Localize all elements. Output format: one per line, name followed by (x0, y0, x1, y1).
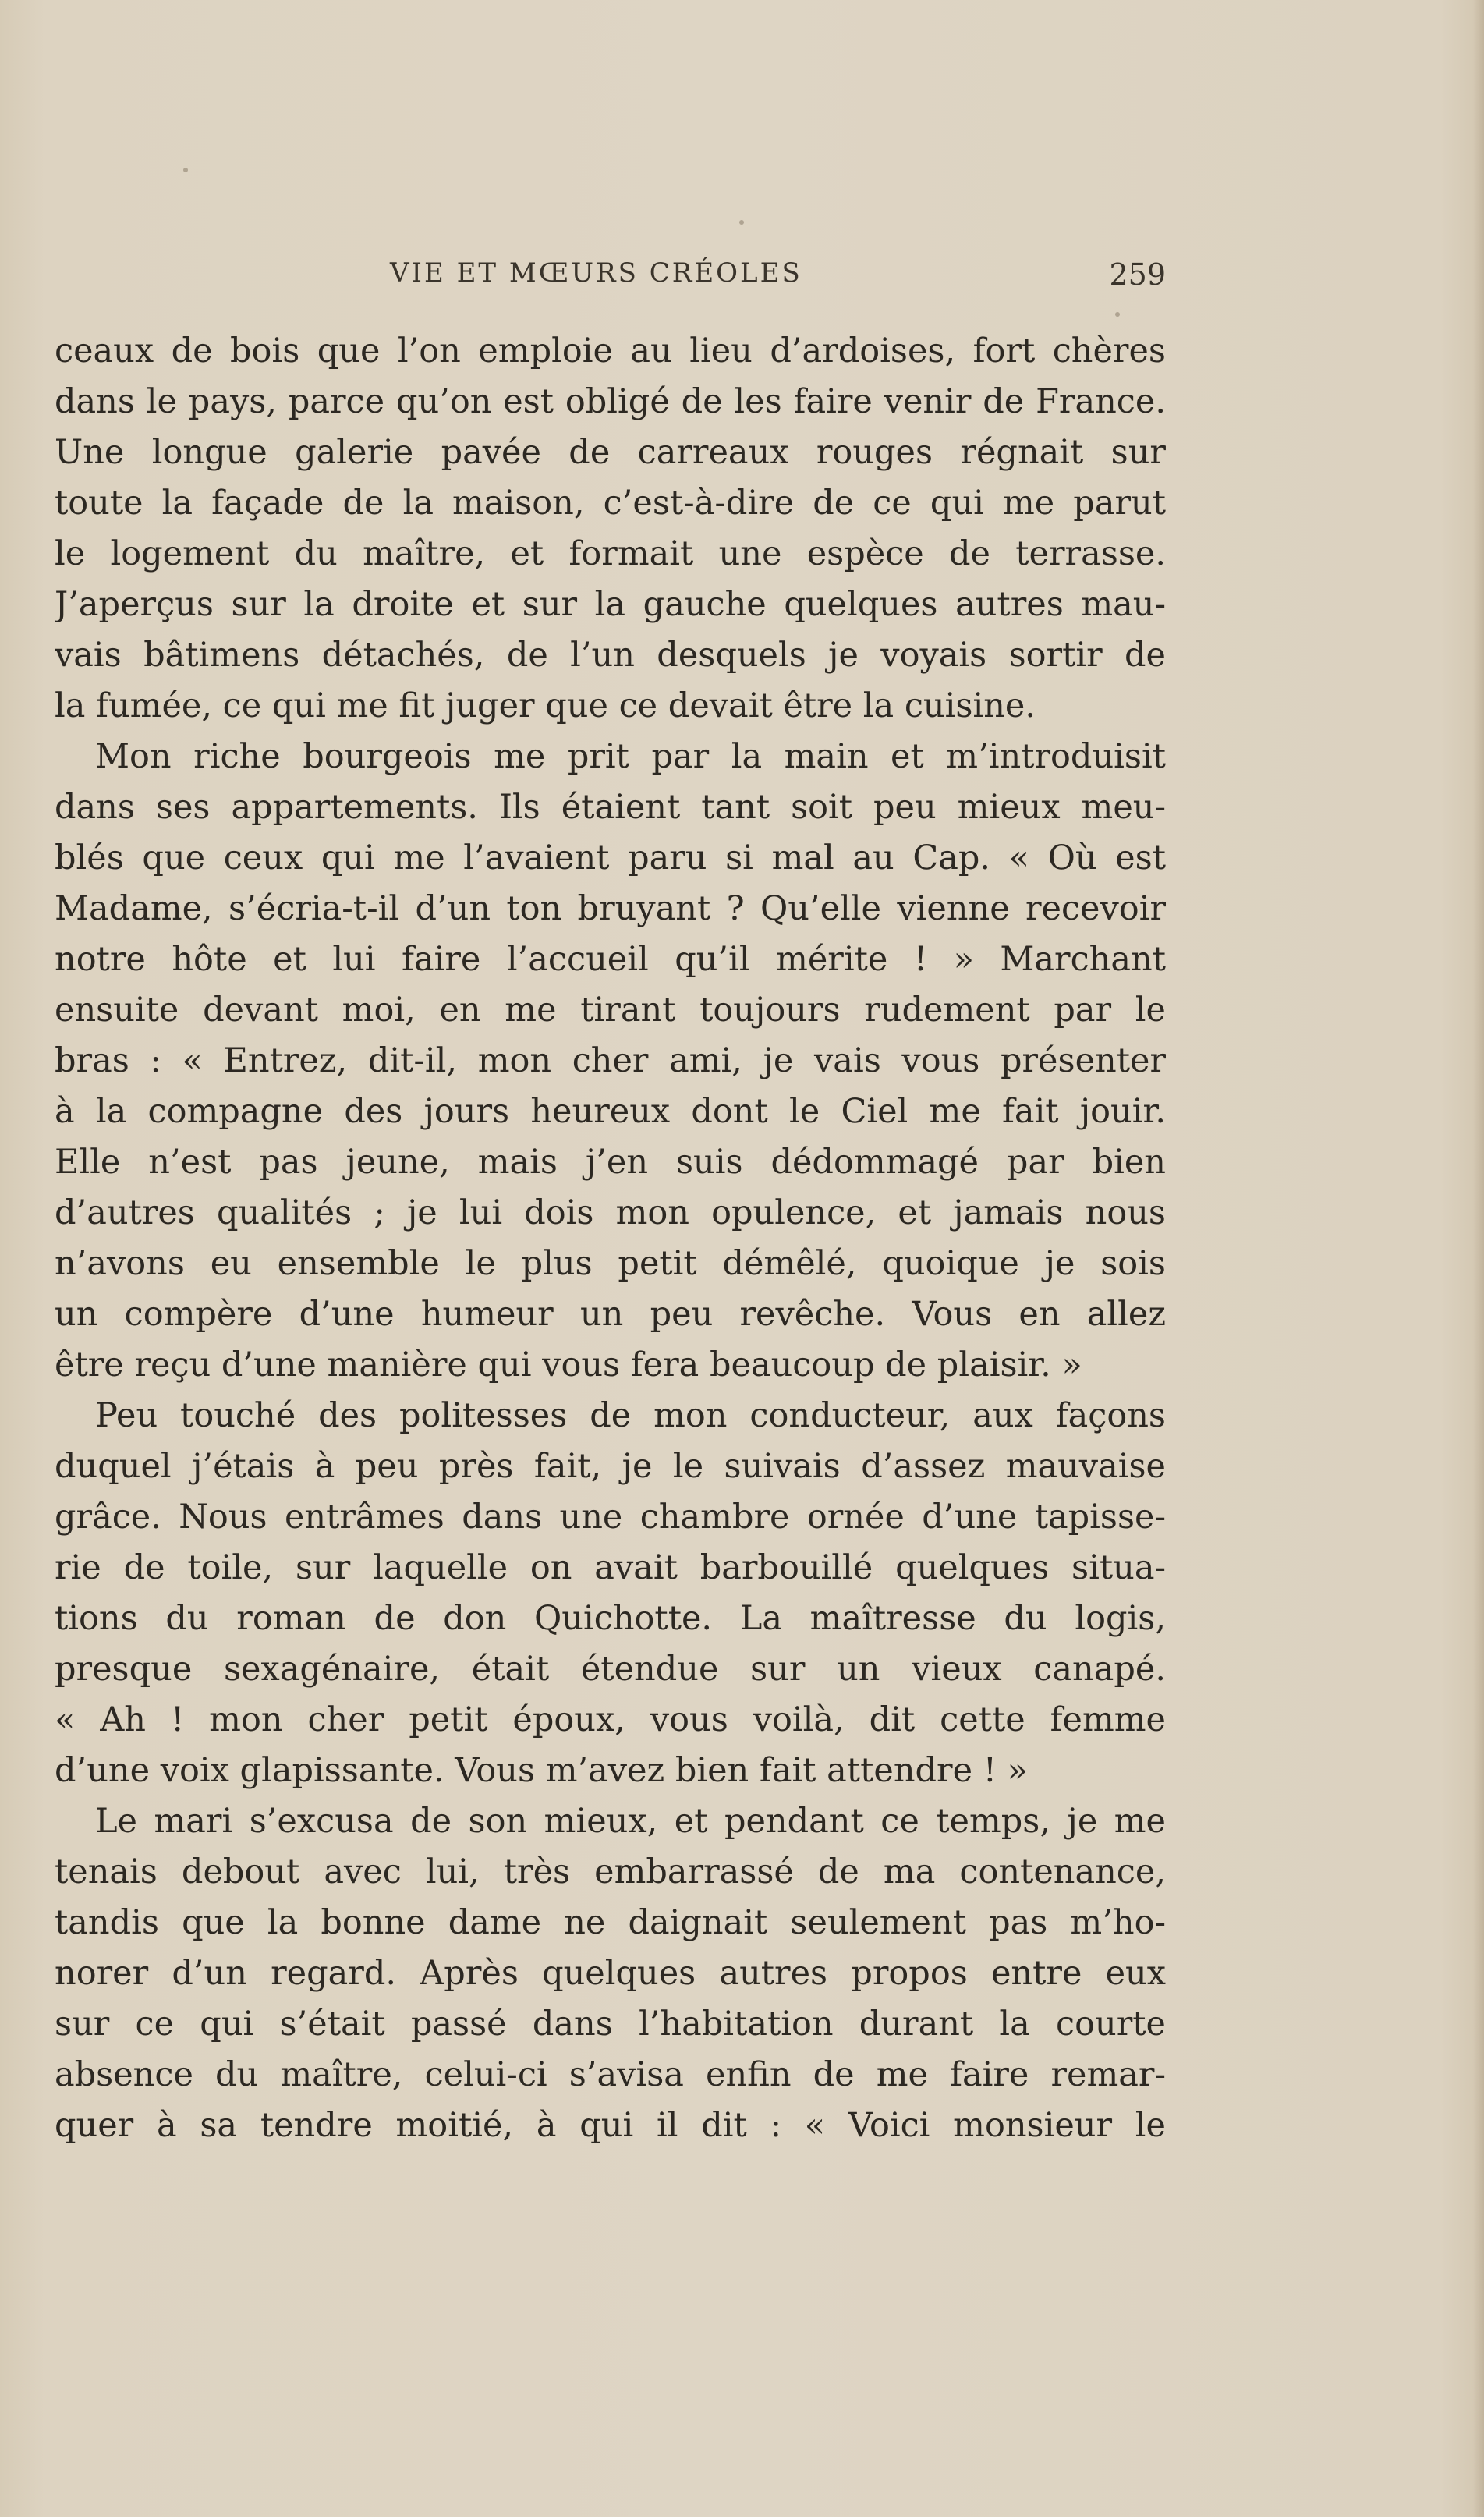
page-edge-shadow (1473, 0, 1484, 2517)
text-line: norer d’un regard. Après quelques autres propos entre eux (55, 1954, 1166, 1993)
text-line: presque sexagénaire, était étendue sur un vieux canapé. (55, 1650, 1166, 1689)
body-text (55, 326, 1166, 2151)
text-line: ceaux de bois que l’on emploie au lieu d’ardoises, fort chères (55, 331, 1166, 370)
paper-speck (739, 220, 744, 225)
text-line: vais bâtimens détachés, de l’un desquels je voyais sortir de (55, 636, 1166, 675)
text-line: bras : « Entrez, dit-il, mon cher ami, je vais vous présenter (55, 1041, 1166, 1080)
text-line: d’autres qualités ; je lui dois mon opulence, et jamais nous (55, 1193, 1166, 1232)
text-line: n’avons eu ensemble le plus petit démêlé, quoique je sois (55, 1244, 1166, 1283)
text-line: quer à sa tendre moitié, à qui il dit : « Voici monsieur le (55, 2106, 1166, 2145)
text-line: Mon riche bourgeois me prit par la main et m’introduisit (95, 737, 1166, 776)
text-line: notre hôte et lui faire l’accueil qu’il mérite ! » Marchant (55, 940, 1166, 979)
text-line: d’une voix glapissante. Vous m’avez bien fait attendre ! » (55, 1751, 1028, 1790)
page-header (55, 257, 1166, 304)
text-line: à la compagne des jours heureux dont le Ciel me fait jouir. (55, 1092, 1166, 1131)
text-line: absence du maître, celui-ci s’avisa enfin de me faire remar- (55, 2055, 1166, 2094)
text-line: Elle n’est pas jeune, mais j’en suis dédommagé par bien (55, 1143, 1166, 1182)
paper-speck (183, 168, 188, 172)
text-line: sur ce qui s’était passé dans l’habitation durant la courte (55, 2005, 1166, 2044)
text-line: tions du roman de don Quichotte. La maîtresse du logis, (55, 1599, 1166, 1638)
page-number: 259 (1109, 257, 1166, 292)
text-line: le logement du maître, et formait une espèce de terrasse. (55, 534, 1166, 573)
text-line: J’aperçus sur la droite et sur la gauche quelques autres mau- (55, 585, 1166, 624)
text-line: toute la façade de la maison, c’est-à-dire de ce qui me parut (55, 484, 1166, 523)
text-line: Madame, s’écria-t-il d’un ton bruyant ? Qu’elle vienne recevoir (55, 889, 1166, 928)
text-line: « Ah ! mon cher petit époux, vous voilà, dit cette femme (55, 1700, 1166, 1739)
text-line: ensuite devant moi, en me tirant toujours rudement par le (55, 991, 1166, 1030)
text-line: blés que ceux qui me l’avaient paru si mal au Cap. « Où est (55, 838, 1166, 877)
paper-speck (1115, 312, 1120, 317)
text-line: dans ses appartements. Ils étaient tant soit peu mieux meu- (55, 788, 1166, 827)
text-line: dans le pays, parce qu’on est obligé de les faire venir de France. (55, 382, 1166, 421)
text-line: tenais debout avec lui, très embarrassé de ma contenance, (55, 1852, 1166, 1891)
text-line: un compère d’une humeur un peu revêche. Vous en allez (55, 1295, 1166, 1334)
text-line: être reçu d’une manière qui vous fera beaucoup de plaisir. » (55, 1345, 1082, 1384)
text-line: rie de toile, sur laquelle on avait barbouillé quelques situa- (55, 1548, 1166, 1587)
text-line: Le mari s’excusa de son mieux, et pendant ce temps, je me (95, 1802, 1166, 1841)
text-line: la fumée, ce qui me fit juger que ce devait être la cuisine. (55, 686, 1036, 725)
text-line: grâce. Nous entrâmes dans une chambre ornée d’une tapisse- (55, 1498, 1166, 1537)
text-line: duquel j’étais à peu près fait, je le suivais d’assez mauvaise (55, 1447, 1166, 1486)
text-line: tandis que la bonne dame ne daignait seulement pas m’ho- (55, 1903, 1166, 1942)
running-title: VIE ET MŒURS CRÉOLES (390, 257, 802, 289)
text-line: Peu touché des politesses de mon conducteur, aux façons (95, 1396, 1166, 1435)
text-line: Une longue galerie pavée de carreaux rouges régnait sur (55, 433, 1166, 472)
